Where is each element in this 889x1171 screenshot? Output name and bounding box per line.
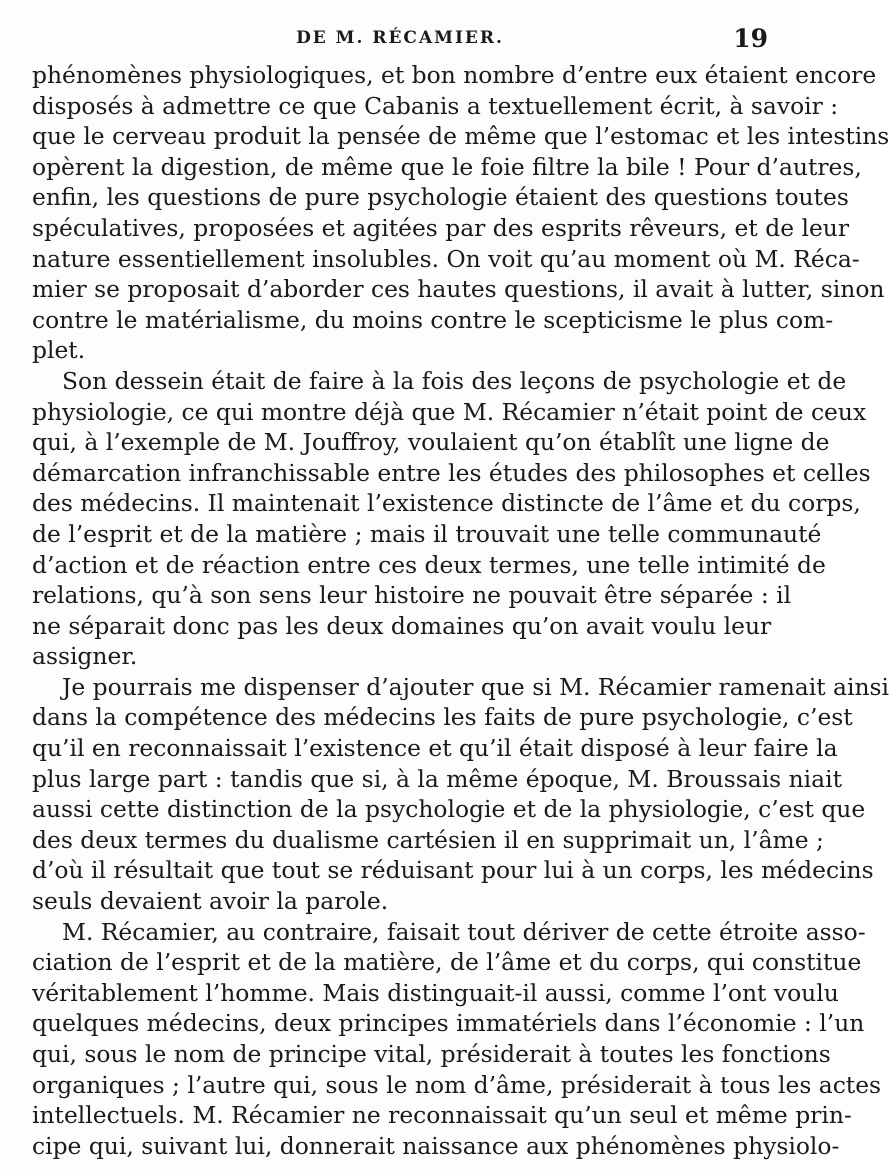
text-line: organiques ; l’autre qui, sous le nom d’âme, présiderait à tous les actes <box>32 1070 882 1099</box>
text-line: véritablement l’homme. Mais distinguait-il aussi, comme l’ont voulu <box>32 978 839 1007</box>
text-line: des deux termes du dualisme cartésien il en supprimait un, l’âme ; <box>32 825 824 854</box>
text-line: démarcation infranchissable entre les études des philosophes et celles <box>32 458 871 487</box>
running-title: DE M. RÉCAMIER. <box>296 28 504 48</box>
text-line: opèrent la digestion, de même que le foie filtre la bile ! Pour d’autres, <box>32 152 862 181</box>
text-line: enfin, les questions de pure psychologie étaient des questions toutes <box>32 183 849 212</box>
text-line: phénomènes physiologiques, et bon nombre d’entre eux étaient encore <box>32 61 877 89</box>
text-line: ciation de l’esprit et de la matière, de l’âme et du corps, qui constitue <box>32 948 862 977</box>
text-line: que le cerveau produit la pensée de même que l’estomac et les intestins <box>32 122 889 151</box>
text-line: assigner. <box>32 642 138 671</box>
text-line: qui, à l’exemple de M. Jouffroy, voulaient qu’on établît une ligne de <box>32 428 830 457</box>
text-line: de l’esprit et de la matière ; mais il trouvait une telle communauté <box>32 519 822 548</box>
text-line: contre le matérialisme, du moins contre le scepticisme le plus com- <box>32 305 834 334</box>
body-text <box>32 60 889 1161</box>
text-line: nature essentiellement insolubles. On voit qu’au moment où M. Réca- <box>32 244 860 273</box>
text-line: physiologie, ce qui montre déjà que M. Récamier n’était point de ceux <box>32 397 867 426</box>
text-line: intellectuels. M. Récamier ne reconnaissait qu’un seul et même prin- <box>32 1101 852 1130</box>
text-line: disposés à admettre ce que Cabanis a textuellement écrit, à savoir : <box>32 91 839 120</box>
text-line: cipe qui, suivant lui, donnerait naissance aux phénomènes physiolo- <box>32 1131 840 1160</box>
running-head <box>0 24 800 54</box>
text-line: qui, sous le nom de principe vital, présiderait à toutes les fonctions <box>32 1040 831 1068</box>
text-line: des médecins. Il maintenait l’existence distincte de l’âme et du corps, <box>32 489 861 518</box>
text-line: Je pourrais me dispenser d’ajouter que si M. Récamier ramenait ainsi <box>62 672 889 701</box>
text-line: d’action et de réaction entre ces deux termes, une telle intimité de <box>32 550 826 579</box>
text-line: plet. <box>32 336 86 365</box>
text-line: quelques médecins, deux principes immatériels dans l’économie : l’un <box>32 1009 865 1038</box>
text-line: dans la compétence des médecins les faits de pure psychologie, c’est <box>32 703 853 732</box>
text-line: spéculatives, proposées et agitées par des esprits rêveurs, et de leur <box>32 213 850 242</box>
text-line: aussi cette distinction de la psychologie et de la physiologie, c’est que <box>32 795 866 824</box>
page-number: 19 <box>733 24 768 53</box>
text-line: mier se proposait d’aborder ces hautes questions, il avait à lutter, sinon <box>32 275 885 304</box>
text-line: seuls devaient avoir la parole. <box>32 887 389 916</box>
text-line: qu’il en reconnaissait l’existence et qu’il était disposé à leur faire la <box>32 734 838 763</box>
text-line: ne séparait donc pas les deux domaines qu’on avait voulu leur <box>32 611 772 640</box>
text-line: Son dessein était de faire à la fois des leçons de psychologie et de <box>62 366 847 395</box>
text-line: plus large part : tandis que si, à la même époque, M. Broussais niait <box>32 764 842 793</box>
text-line: relations, qu’à son sens leur histoire ne pouvait être séparée : il <box>32 581 792 610</box>
text-line: d’où il résultait que tout se réduisant pour lui à un corps, les médecins <box>32 856 874 885</box>
text-line: M. Récamier, au contraire, faisait tout dériver de cette étroite asso- <box>62 917 866 946</box>
